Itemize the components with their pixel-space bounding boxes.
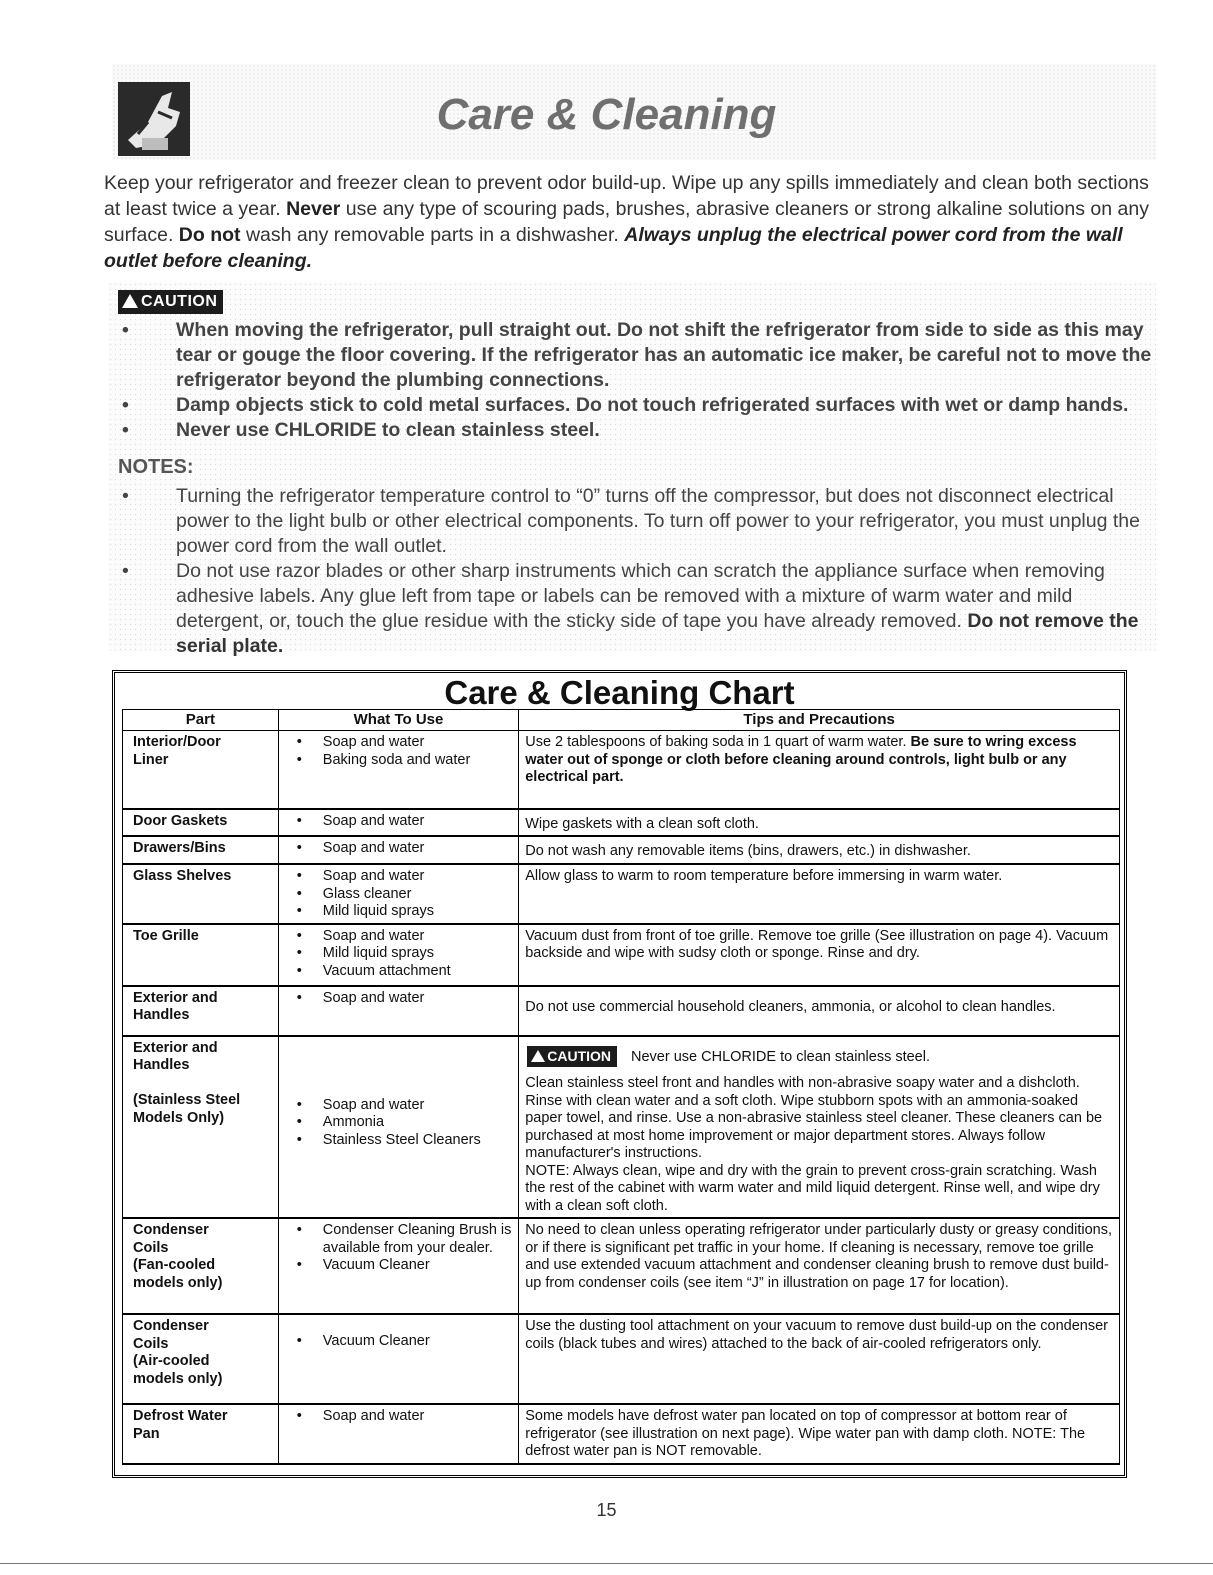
use-item: • Soap and water: [285, 990, 512, 1008]
use-list: [285, 1408, 512, 1426]
tips-cell: [519, 1404, 1120, 1464]
care-cleaning-chart: [112, 670, 1127, 1478]
table-row: [123, 836, 1120, 864]
warning-triangle-icon: [531, 1050, 545, 1062]
caution-badge-label: CAUTION: [547, 1047, 612, 1064]
what-to-use-cell: [278, 836, 518, 864]
column-header-what-to-use: What To Use: [278, 710, 518, 731]
use-item: • Soap and water: [285, 1408, 512, 1426]
table-row: [123, 1218, 1120, 1314]
care-table: [122, 709, 1120, 1465]
tips-cell: [519, 1218, 1120, 1314]
notes-list: [118, 484, 1153, 659]
caution-badge: [527, 1046, 617, 1068]
table-row: [123, 731, 1120, 809]
tips-cell: [519, 1314, 1120, 1404]
intro-text-3: wash any removable parts in a dishwasher.: [240, 224, 625, 246]
what-to-use-cell: [278, 1218, 518, 1314]
tip-text: Do not use commercial household cleaners, ammonia, or alcohol to clean handles.: [525, 998, 1056, 1015]
part-cell: Door Gaskets: [123, 809, 279, 837]
table-row: [123, 924, 1120, 986]
use-list: [285, 928, 512, 981]
use-item: • Ammonia: [285, 1114, 512, 1132]
what-to-use-cell: [278, 1404, 518, 1464]
tip-text: Use 2 tablespoons of baking soda in 1 quart of warm water.: [525, 734, 911, 750]
use-item: • Soap and water: [285, 734, 512, 752]
use-list: [285, 1333, 512, 1351]
what-to-use-cell: [278, 986, 518, 1036]
part-cell: Drawers/Bins: [123, 836, 279, 864]
use-list: [285, 868, 512, 921]
what-to-use-cell: [278, 809, 518, 837]
use-list: [285, 734, 512, 769]
tip-text: Use the dusting tool attachment on your vacuum to remove dust build-up on the condenser coils (black tubes and wires) attached to the back of air-cooled refrigerators only.: [525, 1318, 1108, 1352]
column-header-tips: Tips and Precautions: [519, 710, 1120, 731]
intro-unplug-warning: Always unplug the electrical power cord from the wall outlet before cleaning.: [104, 224, 1123, 272]
tips-cell: [519, 731, 1120, 809]
warning-triangle-icon: [122, 294, 138, 308]
caution-text: Never use CHLORIDE to clean stainless steel.: [631, 1048, 931, 1065]
part-cell: Exterior and Handles (Stainless Steel Models Only): [123, 1036, 279, 1219]
intro-donot: Do not: [178, 224, 241, 246]
tips-cell: [519, 1036, 1120, 1219]
use-item: • Mild liquid sprays: [285, 945, 512, 963]
caution-list: [118, 318, 1153, 443]
what-to-use-cell: [278, 731, 518, 809]
tips-cell: [519, 924, 1120, 986]
page-title: Care & Cleaning: [436, 90, 777, 139]
page-number: 15: [596, 1500, 617, 1520]
intro-paragraph: [104, 170, 1154, 274]
part-cell: Glass Shelves: [123, 864, 279, 924]
tip-text: Wipe gaskets with a clean soft cloth.: [525, 815, 759, 832]
tip-text: Allow glass to warm to room temperature before immersing in warm water.: [525, 868, 1003, 884]
chart-title: Care & Cleaning Chart: [444, 674, 795, 711]
use-item: • Soap and water: [285, 840, 512, 858]
caution-badge-label: CAUTION: [141, 293, 218, 310]
use-list: [285, 990, 512, 1008]
use-item: • Stainless Steel Cleaners: [285, 1132, 512, 1150]
use-list: [285, 840, 512, 858]
notes-heading: NOTES:: [118, 456, 194, 478]
what-to-use-cell: [278, 1036, 518, 1219]
use-item: • Soap and water: [285, 868, 512, 886]
tips-cell: [519, 986, 1120, 1036]
use-item: • Soap and water: [285, 1097, 512, 1115]
note-item-bold: Do not remove the serial plate.: [176, 610, 1139, 657]
table-row: [123, 864, 1120, 924]
bottom-rule: [0, 1563, 1213, 1564]
tips-cell: [519, 836, 1120, 864]
table-row: [123, 1314, 1120, 1404]
intro-never: Never: [286, 198, 341, 220]
row-caution: [525, 1040, 1113, 1076]
use-item: • Glass cleaner: [285, 886, 512, 904]
part-cell: Condenser Coils (Air-cooled models only): [123, 1314, 279, 1404]
use-item: • Soap and water: [285, 928, 512, 946]
table-row: [123, 809, 1120, 837]
part-cell: Defrost Water Pan: [123, 1404, 279, 1464]
intro-text-1: Keep your refrigerator and freezer clean to prevent odor build-up. Wipe up any spills immediately and clean both sections at least twice a year.: [104, 172, 1149, 220]
table-row: [123, 1036, 1120, 1219]
use-item: • Vacuum attachment: [285, 963, 512, 981]
table-row: [123, 1404, 1120, 1464]
table-body: [123, 731, 1120, 1464]
part-cell: Toe Grille: [123, 924, 279, 986]
part-cell: Exterior and Handles: [123, 986, 279, 1036]
note-item-text: Do not use razor blades or other sharp instruments which can scratch the appliance surface when removing adhesive labels. Any glue left from tape or labels can be removed with a mixture of warm water and mild detergent, or, touch the glue residue with the sticky side of tape you have already removed.: [176, 560, 1105, 632]
note-item: • Turning the refrigerator temperature control to “0” turns off the compressor, but does not disconnect electrical power to the light bulb or other electrical components. To turn off power to your refrigerator, you must unplug the power cord from the wall outlet.: [118, 484, 1153, 559]
use-list: [285, 813, 512, 831]
caution-badge: [118, 290, 223, 314]
tip-text: Clean stainless steel front and handles with non-abrasive soapy water and a dishcloth. Rinse with clean water and a soft cloth. Wipe stubborn spots with an ammonia-soaked paper towel, and rinse. Use a non-abrasive stainless steel cleaner. These cleaners can be purchased at most home improvement or major department stores. Always follow manufacturer's instructions.: [525, 1075, 1103, 1161]
tips-cell: [519, 864, 1120, 924]
tip-note-text: NOTE: Always clean, wipe and dry with the grain to prevent cross-grain scratching. Wash the rest of the cabinet with warm water and mild liquid detergent. Rinse well, and wipe dry with a clean soft cloth.: [525, 1162, 1100, 1214]
use-item: • Baking soda and water: [285, 752, 512, 770]
tips-cell: [519, 809, 1120, 837]
use-list: [285, 1097, 512, 1150]
caution-item: • Damp objects stick to cold metal surfaces. Do not touch refrigerated surfaces with wet or damp hands.: [118, 393, 1153, 418]
tip-text: Some models have defrost water pan located on top of compressor at bottom rear of refrigerator (see illustration on next page). Wipe water pan with damp cloth. NOTE: The defrost water pan is NOT removable.: [525, 1408, 1086, 1459]
caution-item: • Never use CHLORIDE to clean stainless steel.: [118, 418, 1153, 443]
part-cell: Interior/Door Liner: [123, 731, 279, 809]
what-to-use-cell: [278, 864, 518, 924]
tip-text: Vacuum dust from front of toe grille. Remove toe grille (See illustration on page 4). Vacuum backside and wipe with sudsy cloth or sponge. Rinse and dry.: [525, 927, 1109, 961]
tip-text: Do not wash any removable items (bins, drawers, etc.) in dishwasher.: [525, 843, 971, 859]
use-item: • Soap and water: [285, 813, 512, 831]
part-cell: Condenser Coils (Fan-cooled models only): [123, 1218, 279, 1314]
what-to-use-cell: [278, 924, 518, 986]
use-item: • Mild liquid sprays: [285, 903, 512, 921]
table-header-row: [123, 710, 1120, 731]
use-item: • Vacuum Cleaner: [285, 1333, 512, 1351]
use-list: [285, 1222, 512, 1275]
use-item: • Condenser Cleaning Brush is available from your dealer.: [285, 1222, 512, 1257]
table-row: [123, 986, 1120, 1036]
tip-bold-text: Be sure to wring excess water out of sponge or cloth before cleaning around controls, light bulb or any electrical part.: [525, 734, 1077, 785]
use-item: • Vacuum Cleaner: [285, 1257, 512, 1275]
what-to-use-cell: [278, 1314, 518, 1404]
caution-item: • When moving the refrigerator, pull straight out. Do not shift the refrigerator from side to side as this may tear or gouge the floor covering. If the refrigerator has an automatic ice maker, be careful not to move the refrigerator beyond the plumbing connections.: [118, 318, 1153, 393]
column-header-part: Part: [123, 710, 279, 731]
tip-text: No need to clean unless operating refrigerator under particularly dusty or greasy conditions, or if there is significant pet traffic in your home. If cleaning is necessary, remove toe grille and use extended vacuum attachment and condenser cleaning brush to remove dust build-up from condenser coils (see item “J” in illustration on page 17 for location).: [525, 1222, 1113, 1291]
intro-text-2: use any type of scouring pads, brushes, abrasive cleaners or strong alkaline solutions on any surface.: [104, 198, 1149, 246]
note-item: [118, 559, 1153, 659]
